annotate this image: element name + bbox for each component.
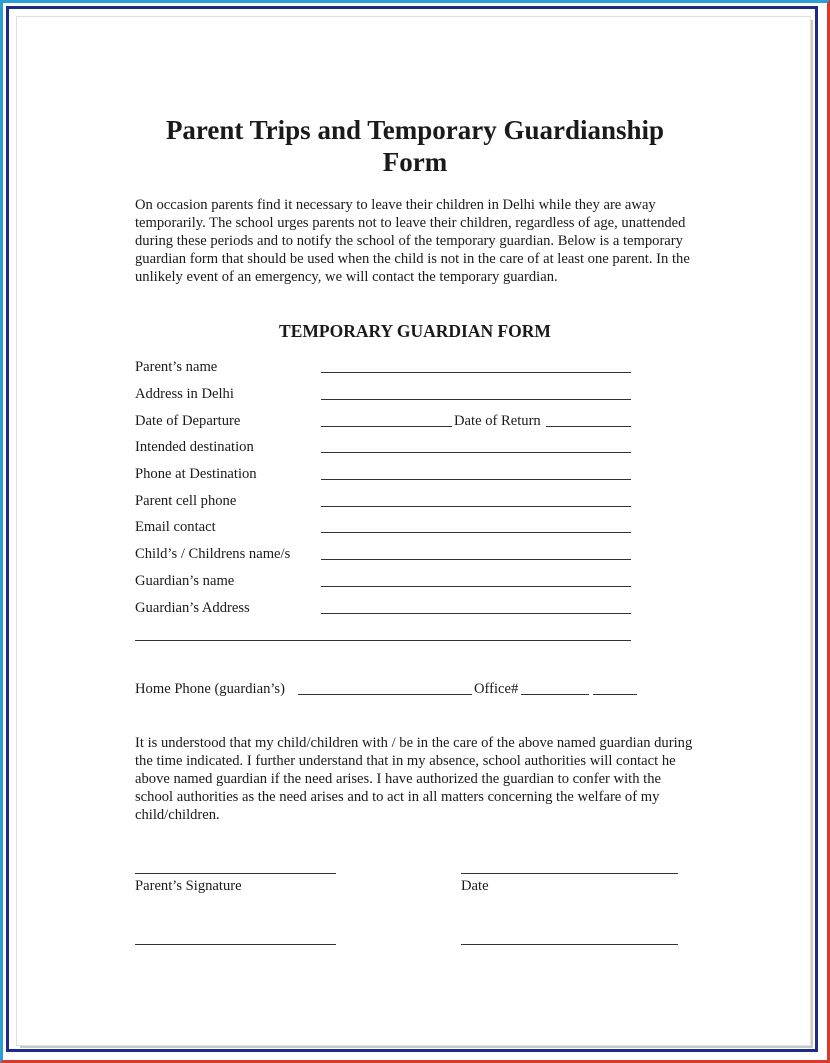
guardian-address-line[interactable] bbox=[321, 613, 631, 614]
date-label: Date bbox=[461, 878, 489, 894]
field-label-destination: Intended destination bbox=[135, 439, 254, 455]
document-title bbox=[0, 114, 830, 178]
field-label-cell-phone: Parent cell phone bbox=[135, 493, 237, 509]
second-date-line[interactable] bbox=[461, 944, 678, 945]
office-line-1[interactable] bbox=[521, 694, 589, 695]
guardian-address-line-2[interactable] bbox=[135, 640, 631, 641]
cell-phone-line[interactable] bbox=[321, 506, 631, 507]
title-line-1: Parent Trips and Temporary Guardianship bbox=[165, 115, 665, 145]
office-line-2[interactable] bbox=[593, 694, 637, 695]
title-line-2: Form bbox=[382, 147, 448, 177]
date-line[interactable] bbox=[461, 873, 678, 874]
section-heading: TEMPORARY GUARDIAN FORM bbox=[279, 321, 551, 341]
email-line[interactable] bbox=[321, 532, 631, 533]
field-label-departure: Date of Departure bbox=[135, 413, 241, 429]
field-label-email: Email contact bbox=[135, 519, 216, 535]
field-label-guardian-name: Guardian’s name bbox=[135, 573, 235, 589]
parent-name-line[interactable] bbox=[321, 372, 631, 373]
phone-destination-line[interactable] bbox=[321, 479, 631, 480]
return-date-line[interactable] bbox=[546, 426, 631, 427]
home-phone-line[interactable] bbox=[298, 694, 472, 695]
field-label-address: Address in Delhi bbox=[135, 386, 234, 402]
office-label: Office# bbox=[474, 681, 519, 697]
field-label-phone-destination: Phone at Destination bbox=[135, 466, 257, 482]
departure-date-line[interactable] bbox=[321, 426, 452, 427]
parent-signature-label: Parent’s Signature bbox=[135, 878, 242, 894]
children-names-line[interactable] bbox=[321, 559, 631, 560]
second-signature-line[interactable] bbox=[135, 944, 336, 945]
intro-paragraph: On occasion parents find it necessary to leave their children in Delhi while they are away temporarily. The school urges parents not to leave their children, regardless of age, unattended during these periods and to notify the school of the temporary guardian. Below is a temporary guardian form that should be used when the child is not in the care of at least one parent. In the unlikely event of an emergency, we will contact the temporary guardian. bbox=[135, 197, 690, 285]
address-line[interactable] bbox=[321, 399, 631, 400]
field-label-guardian-address: Guardian’s Address bbox=[135, 600, 250, 616]
guardian-name-line[interactable] bbox=[321, 586, 631, 587]
field-label-parent-name: Parent’s name bbox=[135, 359, 218, 375]
home-phone-label: Home Phone (guardian’s) bbox=[135, 681, 285, 697]
destination-line[interactable] bbox=[321, 452, 631, 453]
agreement-paragraph: It is understood that my child/children with / be in the care of the above named guardian during the time indicated. I further understand that in my absence, school authorities will contact he above named guardian if the need arises. I have authorized the guardian to confer with the school authorities as the need arises and to act in all matters concerning the welfare of my child/children. bbox=[135, 735, 693, 823]
parent-signature-line[interactable] bbox=[135, 873, 336, 874]
date-of-return-label: Date of Return bbox=[454, 413, 541, 429]
field-label-children: Child’s / Childrens name/s bbox=[135, 546, 291, 562]
